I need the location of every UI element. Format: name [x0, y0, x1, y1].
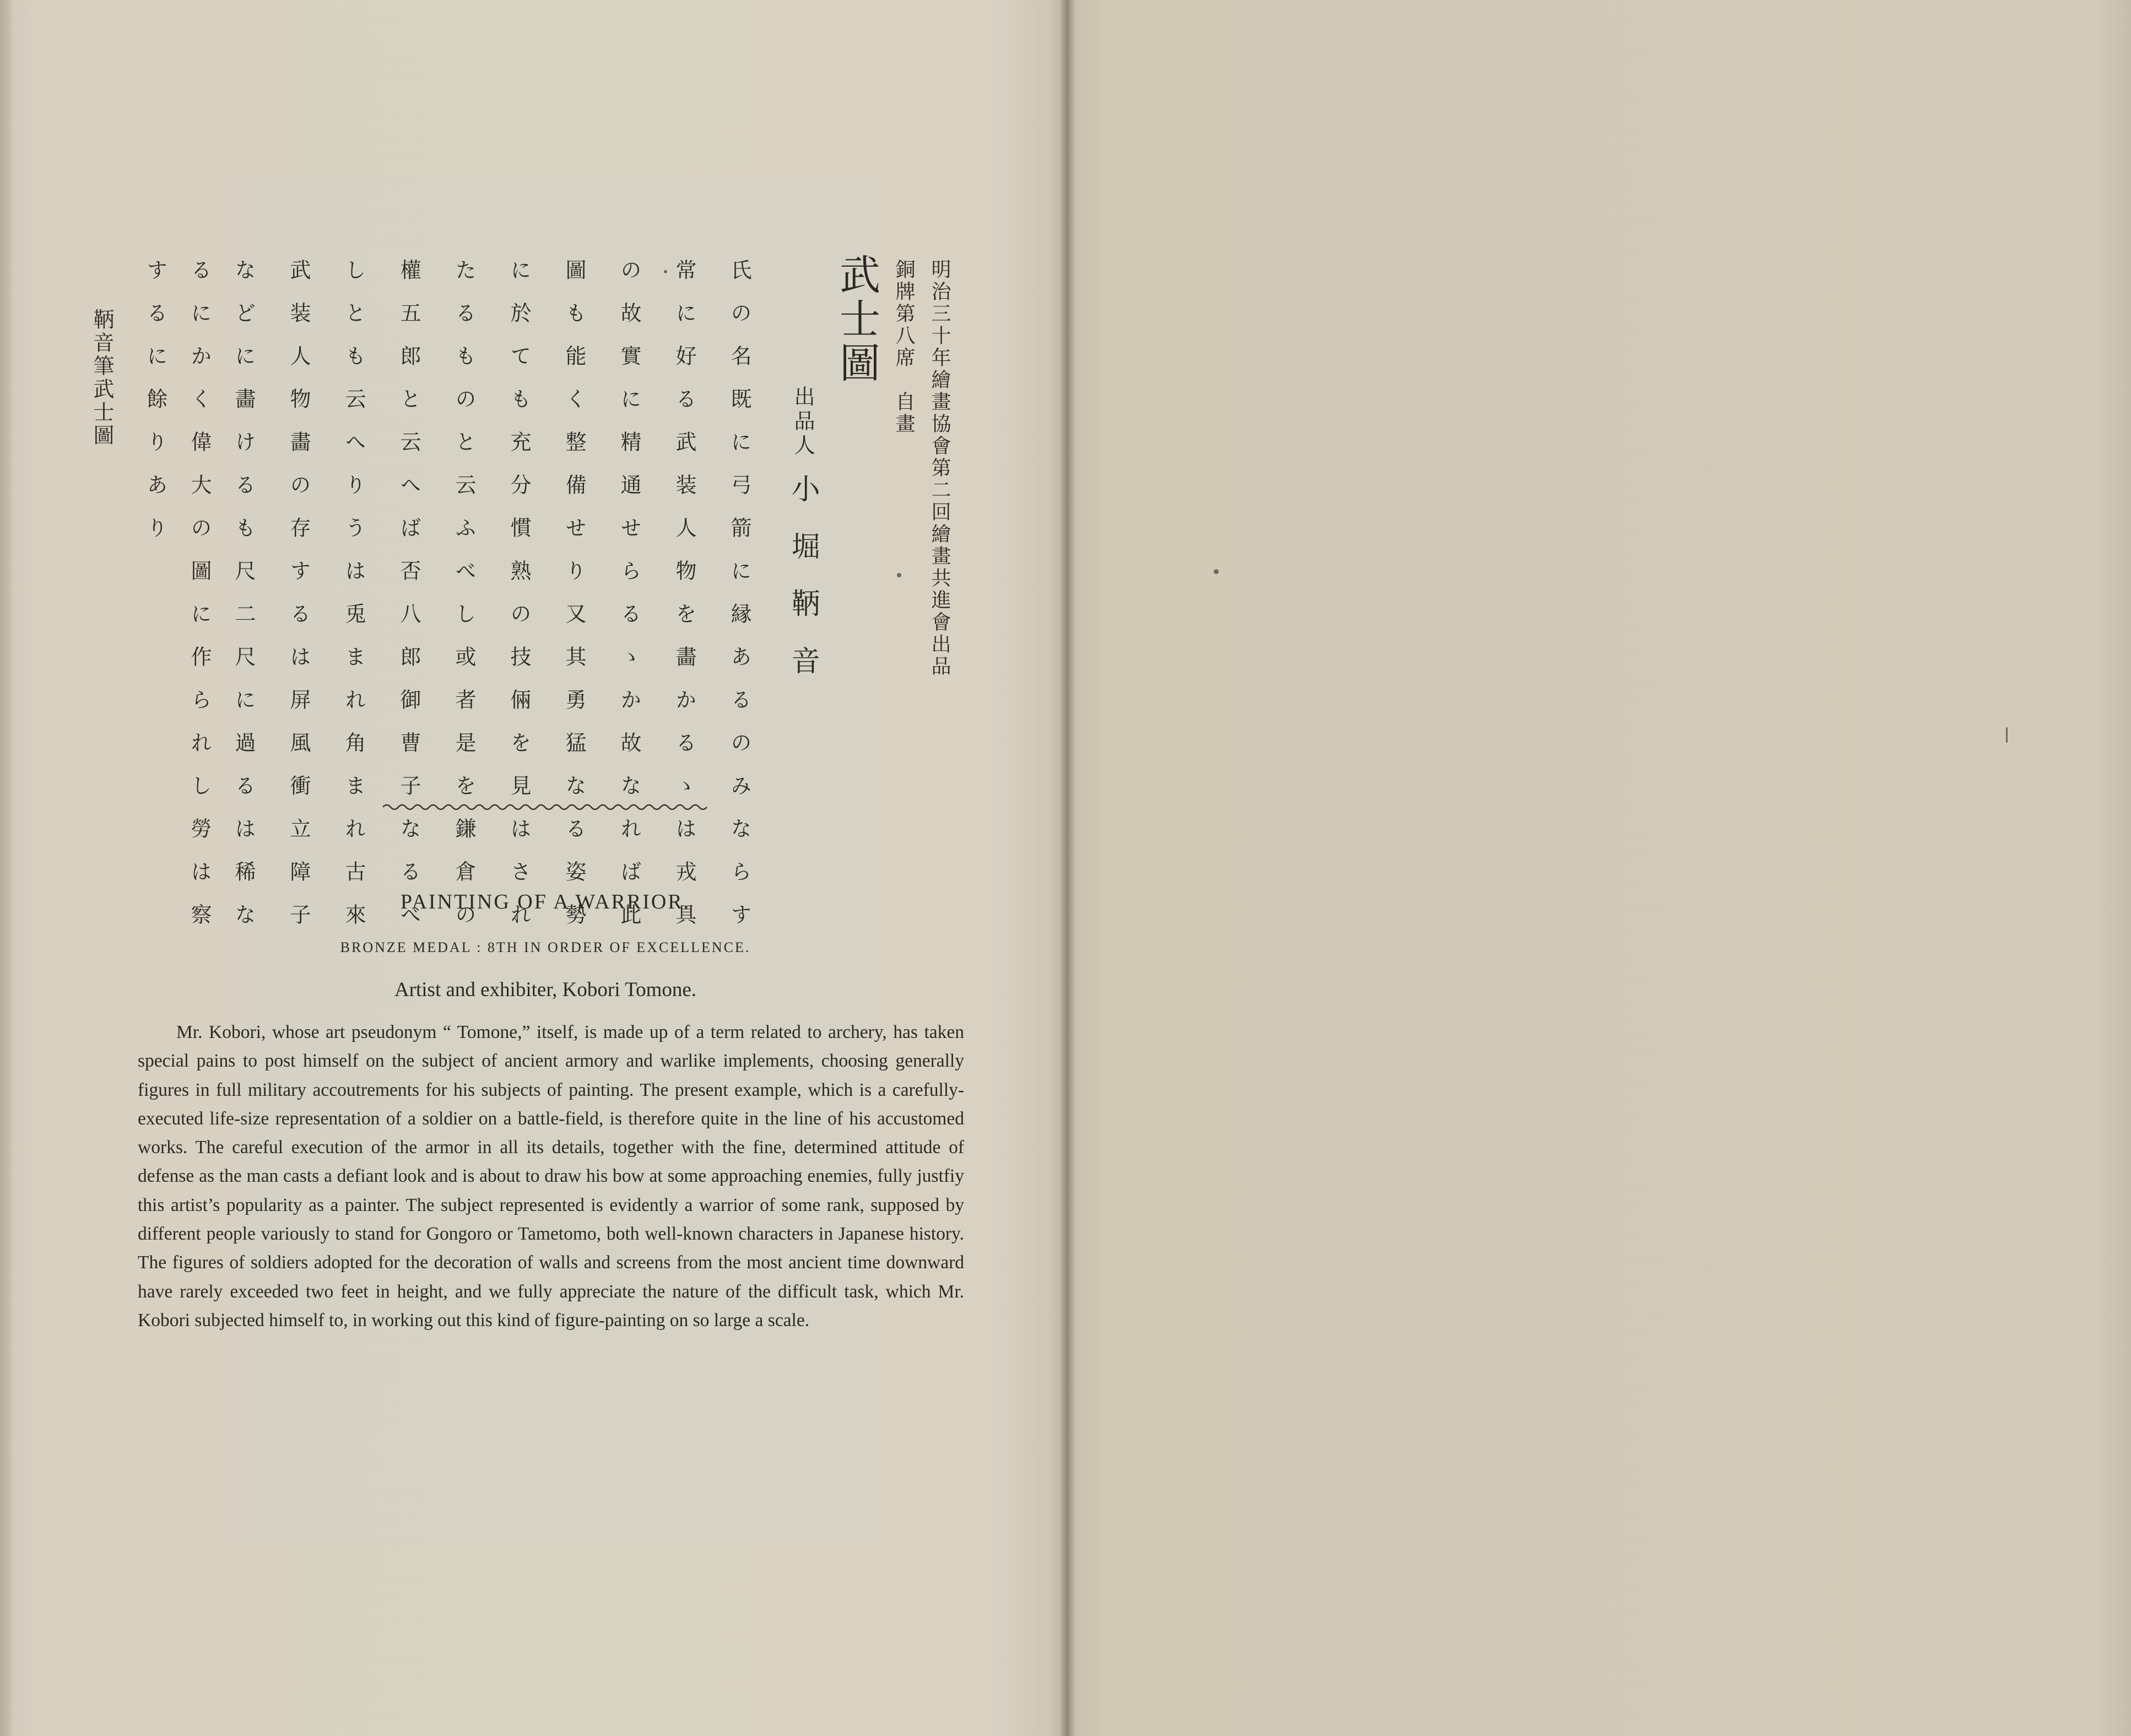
right-page-blank — [1074, 0, 2131, 1736]
japanese-body-column: 權五郎と云へば否八郎御曹子なるべ — [397, 259, 421, 947]
japanese-body-column: などに畵けるも尺二尺に過るは稀な — [231, 259, 256, 947]
exhibition-header-line-2: 銅牌第八席 自畫 — [893, 259, 915, 435]
japanese-body-column: 武装人物畵の存するは屏風衝立障子 — [286, 259, 311, 947]
japanese-body-column: しとも云へりうは兎まれ角まれ古來 — [342, 259, 366, 947]
japanese-title: 武士圖 — [833, 253, 880, 386]
english-body-text: Mr. Kobori, whose art pseudonym “ Tomone,” itself, is made up of a term related to archery, has taken special pains to post himself on the subject of ancient armory and warlike implements, choosing generally figures in full military accoutrements for his subjects of painting. The present example, which is a carefully-executed life-size representation of a soldier on a battle-field, is therefore quite in the line of his accustomed works. The careful execution of the armor in all its details, together with the fine, determined attitude of defense as the man casts a defiant look and is about to draw his bow at some approaching enemies, fully justfiy this artist’s popularity as a painter. The subject represented is evidently a warrior of some rank, supposed by different people variously to stand for Gongoro or Tametomo, both well-known characters in Japanese history. The figures of soldiers adopted for the decoration of walls and screens from the most ancient time downward have rarely exceeded two feet in height, and we fully appreciate the nature of the difficult task, which Mr. Kobori subjected himself to, in working out this kind of figure-painting on so large a scale. — [138, 1022, 964, 1331]
paper-mark — [2006, 727, 2008, 743]
japanese-body-column: 氏の名既に弓箭に縁あるのみならす — [727, 259, 751, 947]
japanese-body-column: の故實に精通せらるゝか故なれば此 — [617, 259, 641, 947]
japanese-body-column: するに餘りあり — [143, 259, 167, 560]
paper-speck — [1214, 569, 1219, 574]
japanese-body-column: に於ても充分慣熟の技倆を見はされ — [507, 259, 531, 947]
plate-side-caption: 鞆音筆武士圖 — [90, 309, 114, 447]
paper-speck — [897, 573, 901, 577]
artist-line: Artist and exhibiter, Kobori Tomone. — [394, 978, 697, 1001]
english-title: PAINTING OF A WARRIOR. — [400, 890, 691, 913]
japanese-body-column: たるものと云ふべし或者是を鎌倉の — [452, 259, 476, 947]
exhibitor-label: 出品人 — [791, 386, 815, 458]
medal-line: BRONZE MEDAL : 8TH IN ORDER OF EXCELLENCE. — [340, 939, 751, 955]
exhibitor-name: 小堀鞆音 — [786, 474, 819, 703]
exhibition-header-line-1: 明治三十年繪畫協會第二回繪畫共進會出品 — [928, 259, 951, 678]
wavy-divider — [383, 799, 711, 815]
japanese-body-column: 圖も能く整備せり又其勇猛なる姿勢 — [562, 259, 586, 947]
book-gutter — [1061, 0, 1076, 1736]
paper-speck — [664, 270, 667, 273]
japanese-body-column: 常に好る武装人物を畵かるゝは戎具 — [672, 259, 696, 947]
japanese-body-column: るにかく偉大の圖に作られし勞は察 — [187, 259, 212, 947]
